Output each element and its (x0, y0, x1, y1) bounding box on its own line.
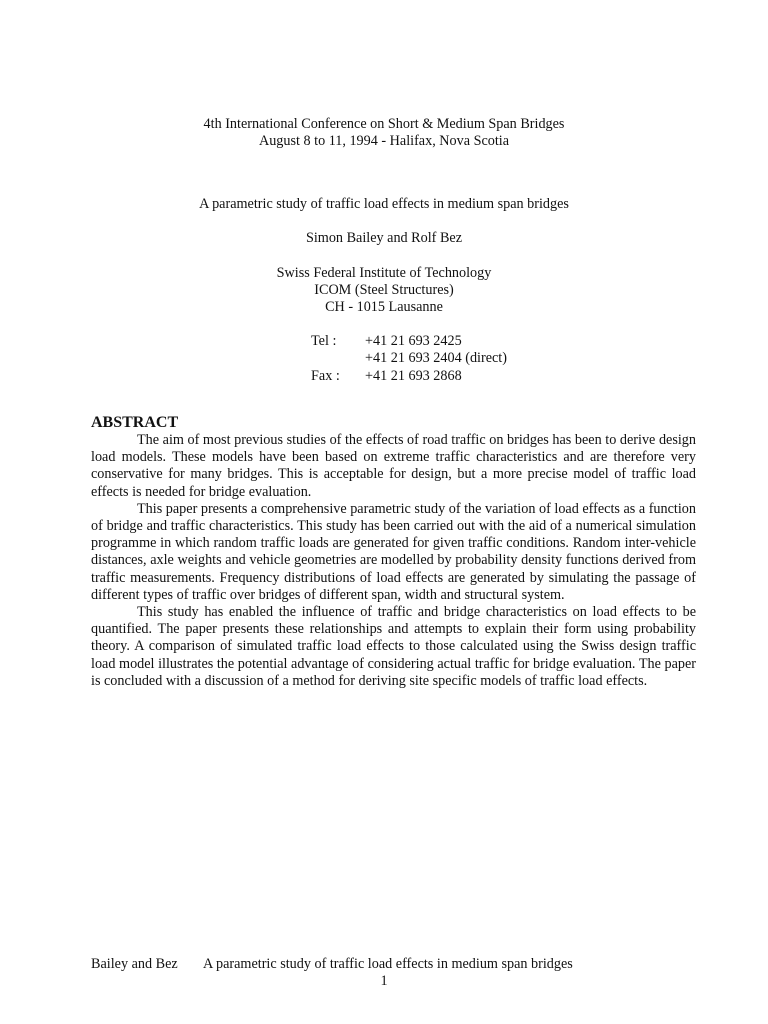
page-number: 1 (380, 973, 388, 989)
contact-label: Tel : (311, 333, 337, 349)
contact-value: +41 21 693 2868 (365, 367, 462, 384)
paper-title: A parametric study of traffic load effects in medium span bridges (199, 196, 569, 212)
abstract-paragraph: The aim of most previous studies of the effects of road traffic on bridges has been to derive design load models. These models have been based on extreme traffic characteristics and are therefore very conservative for many bridges. This is acceptable for design, but a more precise model of traffic load effects is needed for bridge evaluation. (91, 432, 696, 500)
contact-label: Fax : (311, 367, 340, 384)
contact-row (311, 333, 507, 350)
contact-row (311, 350, 507, 367)
abstract-paragraph: This study has enabled the influence of traffic and bridge characteristics on load effects to be quantified. The paper presents these relationships and attempts to explain their form using probability theory. A comparison of simulated traffic load effects to those calculated using the Swiss design traffic load model illustrates the potential advantage of considering actual traffic for bridge evaluation. The paper is concluded with a discussion of a method for deriving site specific models of traffic load effects. (91, 604, 696, 689)
footer-title: A parametric study of traffic load effects in medium span bridges (203, 956, 573, 972)
contact-block (311, 333, 507, 385)
conference-name: 4th International Conference on Short & Medium Span Bridges (203, 116, 565, 132)
affiliation-department: ICOM (Steel Structures) (314, 282, 454, 299)
affiliation-block (0, 265, 768, 317)
footer-authors: Bailey and Bez (91, 956, 178, 972)
abstract-heading: ABSTRACT (91, 414, 179, 431)
conference-dates: August 8 to 11, 1994 - Halifax, Nova Scotia (258, 133, 510, 150)
affiliation-address: CH - 1015 Lausanne (325, 299, 443, 316)
conference-header (0, 116, 768, 150)
contact-value: +41 21 693 2425 (365, 333, 462, 349)
affiliation-institution: Swiss Federal Institute of Technology (276, 265, 492, 281)
paper-authors: Simon Bailey and Rolf Bez (305, 230, 463, 246)
abstract-body (91, 432, 696, 690)
contact-label (311, 350, 365, 367)
abstract-paragraph: This paper presents a comprehensive parametric study of the variation of load effects as a function of bridge and traffic characteristics. This study has been carried out with the aid of a numerical simulation programme in which random traffic loads are generated for given traffic conditions. Random inter-vehicle distances, axle weights and vehicle geometries are modelled by probability density functions derived from traffic measurements. Frequency distributions of load effects are generated by simulating the passage of different types of traffic over bridges of different span, width and structural system. (91, 500, 696, 603)
page-footer (91, 956, 696, 973)
contact-row (311, 368, 507, 385)
contact-value: +41 21 693 2404 (direct) (365, 350, 507, 367)
